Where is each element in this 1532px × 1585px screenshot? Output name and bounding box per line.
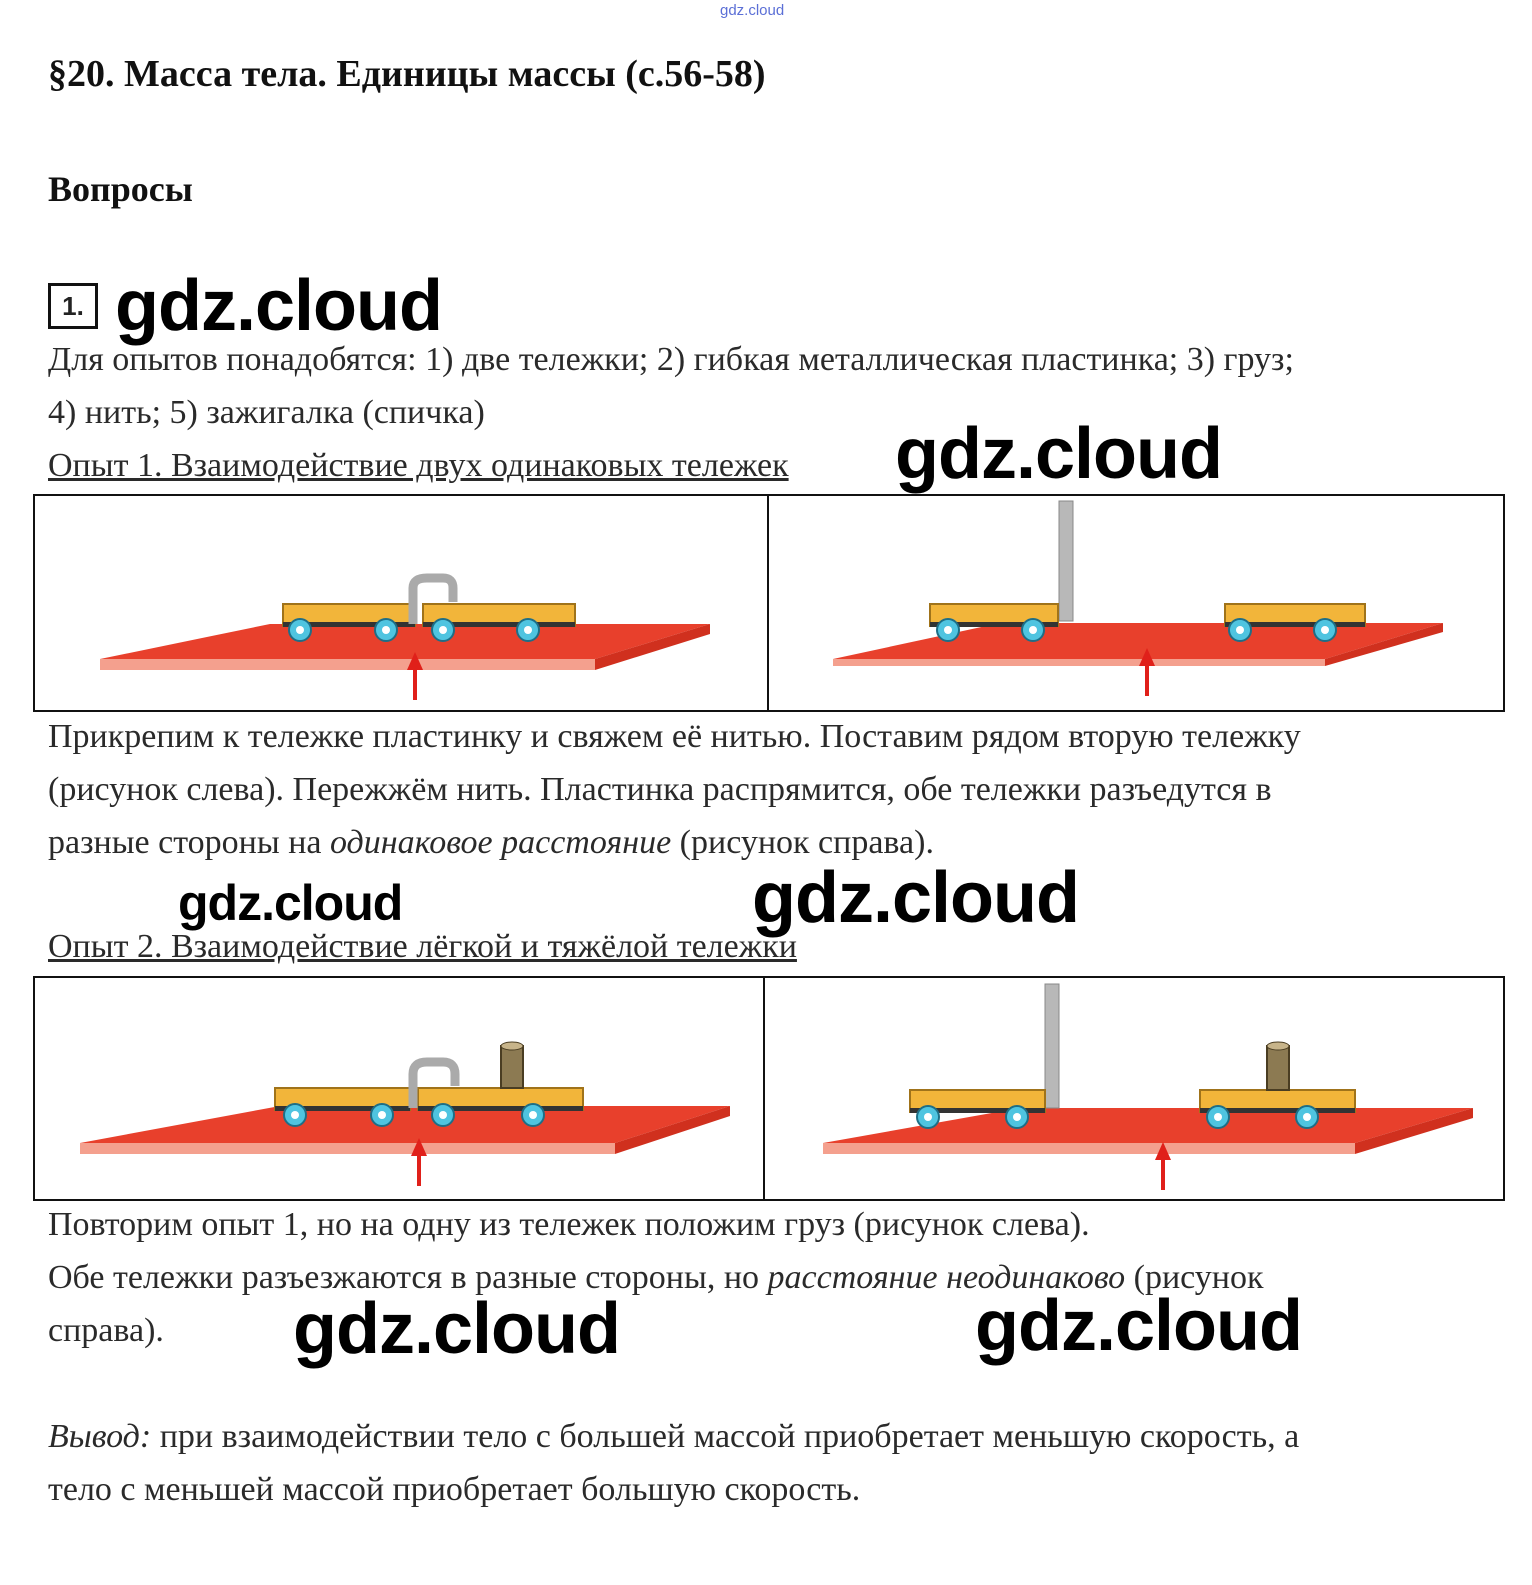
watermark: gdz.cloud — [752, 858, 1079, 938]
experiment-1-text-2: (рисунок слева). Пережжём нить. Пластинка распрямится, обе тележки разъедутся в — [48, 771, 1272, 808]
watermark: gdz.cloud — [178, 875, 403, 931]
site-link[interactable]: gdz.cloud — [720, 2, 785, 19]
materials-line-1: Для опытов понадобятся: 1) две тележки; 2) гибкая металлическая пластинка; 3) груз; — [48, 341, 1294, 378]
conclusion-line-1: Вывод: при взаимодействии тело с большей массой приобретает меньшую скорость, а — [48, 1418, 1300, 1455]
experiment-1-heading: Опыт 1. Взаимодействие двух одинаковых тележек — [48, 447, 789, 484]
question-number: 1. — [48, 283, 98, 329]
experiment-2-illustration — [35, 978, 1503, 1199]
experiment-1-text-1: Прикрепим к тележке пластинку и свяжем её нитью. Поставим рядом вторую тележку — [48, 718, 1301, 755]
experiment-2-figure — [33, 976, 1505, 1201]
table-right — [833, 623, 1443, 666]
conclusion-line-2: тело с меньшей массой приобретает большую скорость. — [48, 1471, 861, 1508]
experiment-1-text-3: разные стороны на одинаковое расстояние (рисунок справа). — [48, 824, 934, 861]
materials-line-2: 4) нить; 5) зажигалка (спичка) — [48, 394, 485, 431]
page-title: §20. Масса тела. Единицы массы (с.56-58) — [48, 53, 766, 95]
conclusion-label: Вывод: — [48, 1418, 152, 1455]
watermark: gdz.cloud — [895, 414, 1222, 494]
table-left — [100, 624, 710, 670]
experiment-1-illustration — [35, 496, 1503, 710]
watermark: gdz.cloud — [115, 266, 442, 346]
watermark: gdz.cloud — [975, 1286, 1302, 1366]
experiment-2-text-2: Обе тележки разъезжаются в разные стороны, но расстояние неодинаково (рисунок — [48, 1259, 1264, 1296]
experiment-1-figure — [33, 494, 1505, 712]
straight-plate — [1059, 501, 1073, 621]
experiment-2-text-1: Повторим опыт 1, но на одну из тележек положим груз (рисунок слева). — [48, 1206, 1090, 1243]
experiment-2-text-3: справа). — [48, 1312, 164, 1349]
straight-plate — [1045, 984, 1059, 1108]
table-left — [80, 1106, 730, 1154]
watermark: gdz.cloud — [293, 1289, 620, 1369]
section-heading: Вопросы — [48, 169, 193, 209]
experiment-2-heading: Опыт 2. Взаимодействие лёгкой и тяжёлой тележки — [48, 928, 797, 965]
